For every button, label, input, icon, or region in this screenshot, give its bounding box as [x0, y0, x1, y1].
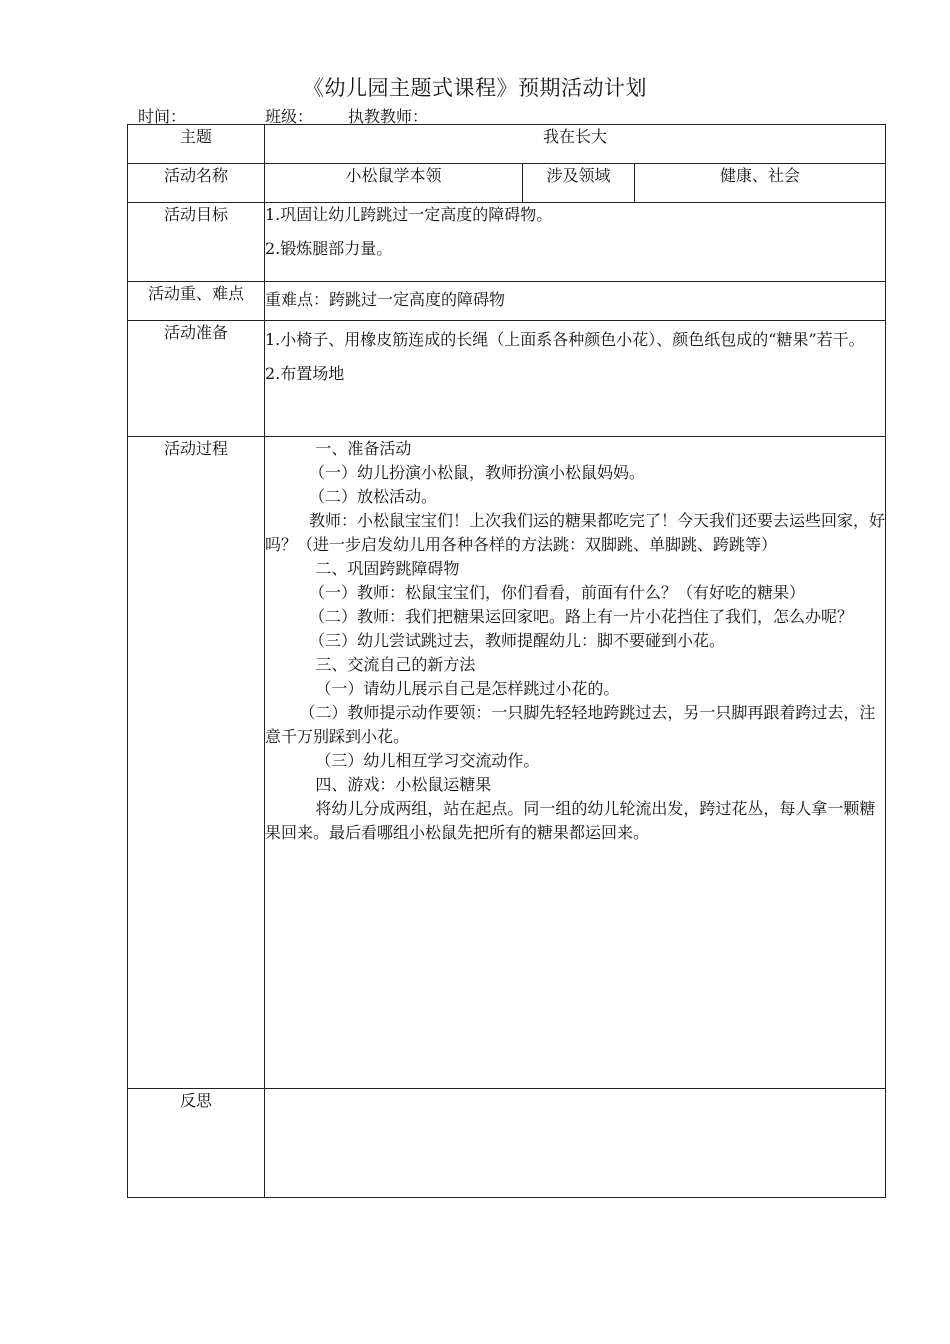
- process-step: 四、游戏：小松鼠运糖果: [315, 775, 492, 794]
- goal-content: [265, 203, 886, 282]
- prep-item: 2.布置场地: [265, 364, 345, 383]
- plan-table: [127, 124, 886, 1198]
- prep-item: 1.小椅子、用橡皮筋连成的长绳（上面系各种颜色小花）、颜色纸包成的“糖果”若干。: [265, 330, 865, 349]
- teacher-label: 执教教师：: [348, 107, 429, 126]
- process-row: [128, 437, 886, 1089]
- reflection-value[interactable]: [265, 1089, 886, 1198]
- process-step: 教师：小松鼠宝宝们！上次我们运的糖果都吃完了！今天我们还要去运些回家，好吗？（进一步启发幼儿用各种各样的方法跳：双脚跳、单脚跳、跨跳等）: [265, 511, 886, 554]
- process-content: [265, 437, 886, 1089]
- class-label: 班级：: [265, 107, 314, 126]
- reflection-row: [128, 1089, 886, 1198]
- process-step: 一、准备活动: [315, 439, 412, 458]
- activity-name-label: 活动名称: [128, 164, 265, 203]
- page-title: 《幼儿园主题式课程》预期活动计划: [303, 76, 647, 100]
- goal-label: 活动目标: [128, 203, 265, 282]
- key-row: [128, 282, 886, 321]
- theme-label: 主题: [128, 125, 265, 164]
- time-label: 时间：: [138, 107, 187, 126]
- goal-item: 2.锻炼腿部力量。: [265, 239, 393, 258]
- domain-label: 涉及领域: [523, 164, 635, 203]
- key-value: 重难点：跨跳过一定高度的障碍物: [265, 282, 886, 321]
- process-step: （一）幼儿扮演小松鼠，教师扮演小松鼠妈妈。: [309, 463, 646, 482]
- activity-name-row: [128, 164, 886, 203]
- process-step: （一）请幼儿展示自己是怎样跳过小花的。: [315, 679, 620, 698]
- domain-value: 健康、社会: [635, 164, 886, 203]
- process-step: 二、巩固跨跳障碍物: [315, 559, 460, 578]
- goal-row: [128, 203, 886, 282]
- prep-content: [265, 321, 886, 437]
- goal-item: 1.巩固让幼儿跨跳过一定高度的障碍物。: [265, 205, 553, 224]
- process-label: 活动过程: [128, 437, 265, 1089]
- process-step: （一）教师：松鼠宝宝们，你们看看，前面有什么？（有好吃的糖果）: [309, 583, 806, 602]
- process-step: （二）教师提示动作要领：一只脚先轻轻地跨跳过去，另一只脚再跟着跨过去，注意千万别踩到小花。: [265, 703, 876, 746]
- process-step: （二）教师：我们把糖果运回家吧。路上有一片小花挡住了我们，怎么办呢？: [309, 607, 854, 626]
- key-label: 活动重、难点: [128, 282, 265, 321]
- activity-name-value: 小松鼠学本领: [265, 164, 523, 203]
- process-step: 将幼儿分成两组，站在起点。同一组的幼儿轮流出发，跨过花丛，每人拿一颗糖果回来。最后看哪组小松鼠先把所有的糖果都运回来。: [265, 799, 876, 842]
- process-step: 三、交流自己的新方法: [315, 655, 476, 674]
- theme-value: 我在长大: [265, 125, 886, 164]
- theme-row: [128, 125, 886, 164]
- process-step: （三）幼儿相互学习交流动作。: [315, 751, 540, 770]
- reflection-label: 反思: [128, 1089, 265, 1198]
- process-step: （三）幼儿尝试跳过去，教师提醒幼儿：脚不要碰到小花。: [309, 631, 726, 650]
- prep-row: [128, 321, 886, 437]
- prep-label: 活动准备: [128, 321, 265, 437]
- process-step: （二）放松活动。: [309, 487, 438, 506]
